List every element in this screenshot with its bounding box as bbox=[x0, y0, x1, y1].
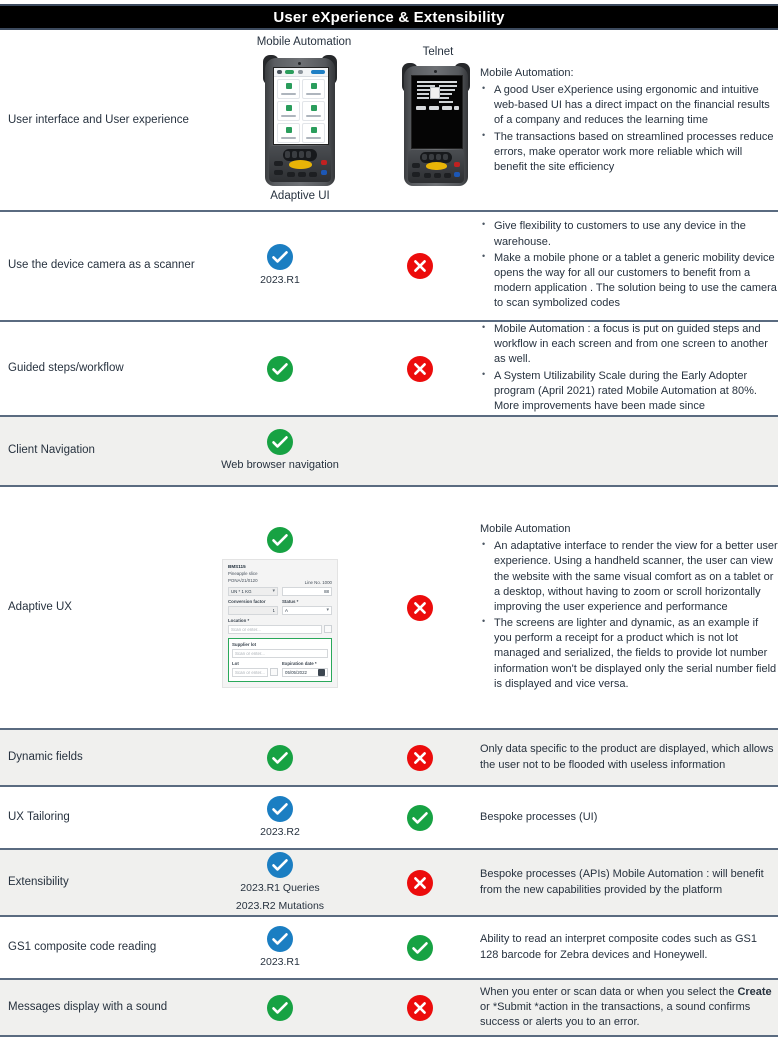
erp-supplier-lot-group bbox=[228, 638, 332, 682]
check-circle-green-icon bbox=[407, 805, 433, 831]
telnet-cell bbox=[360, 729, 480, 786]
comment-cell bbox=[480, 416, 778, 486]
version-label: 2023.R1 bbox=[260, 274, 300, 287]
feature-label: Guided steps/workflow bbox=[8, 361, 124, 374]
feature-label: Dynamic fields bbox=[8, 750, 83, 763]
erp-lot-field[interactable] bbox=[232, 668, 268, 677]
erp-conversion-field bbox=[228, 606, 278, 615]
mobile-automation-cell bbox=[200, 916, 360, 979]
device-dpad bbox=[426, 162, 447, 170]
comment-bullet-list bbox=[480, 539, 778, 692]
device-keypad bbox=[408, 150, 464, 183]
erp-quantity-field[interactable] bbox=[282, 587, 332, 596]
cross-circle-red-icon bbox=[407, 356, 433, 382]
erp-expiration-label: Expiration date * bbox=[282, 660, 317, 666]
cross-circle-red-icon bbox=[407, 870, 433, 896]
erp-lot-placeholder: Scan or enter... bbox=[235, 669, 265, 675]
telnet-cell bbox=[360, 786, 480, 849]
erp-status-value: A bbox=[285, 607, 288, 613]
comment-text: Bespoke processes (APIs) Mobile Automation : will benefit from the new capabilities provided by the platform bbox=[480, 868, 764, 896]
check-circle-green-icon bbox=[267, 429, 293, 455]
erp-expiration-field[interactable] bbox=[282, 668, 328, 677]
device-caption-adaptive-ui: Adaptive UI bbox=[270, 190, 330, 202]
table-row bbox=[0, 211, 778, 321]
comment-title: Mobile Automation: bbox=[480, 66, 574, 79]
comment-bullet: • A good User eXperience using ergonomic and intuitive web-based UI has a direct impact on the financial results of a company and reduces the learning time bbox=[480, 83, 778, 129]
comparison-table bbox=[0, 32, 778, 1037]
erp-order-reference: PONA/21/0120 bbox=[228, 577, 258, 583]
table-row bbox=[0, 849, 778, 916]
device-key-red bbox=[321, 160, 327, 165]
erp-location-label: Location * bbox=[228, 617, 250, 623]
device-dpad bbox=[289, 160, 312, 169]
mobile-automation-cell bbox=[200, 416, 360, 486]
table-row bbox=[0, 486, 778, 729]
telnet-cell bbox=[360, 916, 480, 979]
comment-cell bbox=[480, 211, 778, 321]
comment-text: Only data specific to the product are displayed, which allows the user not to be flooded with useless information bbox=[480, 743, 774, 771]
app-tile bbox=[277, 123, 300, 143]
erp-conversion-value: 1 bbox=[272, 607, 275, 613]
table-row bbox=[0, 786, 778, 849]
erp-expiration-value: 05/05/2022 bbox=[285, 669, 307, 675]
erp-status-select[interactable] bbox=[282, 606, 332, 615]
comment-cell bbox=[480, 486, 778, 729]
app-tile bbox=[302, 79, 325, 99]
feature-cell bbox=[0, 211, 200, 321]
device-image-telnet bbox=[404, 66, 468, 186]
telnet-cell bbox=[360, 849, 480, 916]
device-key-blue bbox=[321, 170, 327, 175]
telnet-cell bbox=[360, 211, 480, 321]
scan-icon[interactable] bbox=[270, 668, 278, 676]
version-label-mutations: 2023.R2 Mutations bbox=[235, 899, 325, 912]
version-label: 2023.R2 bbox=[260, 825, 300, 838]
table-row bbox=[0, 979, 778, 1036]
feature-label: Adaptive UX bbox=[8, 600, 72, 613]
feature-label: Use the device camera as a scanner bbox=[8, 259, 195, 272]
feature-cell bbox=[0, 729, 200, 786]
page-title: User eXperience & Extensibility bbox=[273, 8, 505, 26]
erp-form-screenshot bbox=[222, 559, 338, 687]
erp-conversion-label: Conversion factor bbox=[228, 598, 266, 604]
app-tile bbox=[277, 101, 300, 121]
cross-circle-red-icon bbox=[407, 995, 433, 1021]
device-keypad bbox=[269, 146, 331, 182]
calendar-icon[interactable] bbox=[318, 669, 325, 676]
device-key-blue bbox=[454, 172, 460, 177]
chevron-down-icon: ▾ bbox=[326, 607, 329, 614]
app-tile-grid bbox=[277, 79, 325, 145]
erp-quantity-value: 88 bbox=[324, 588, 329, 594]
table-row bbox=[0, 916, 778, 979]
mobile-automation-cell bbox=[200, 786, 360, 849]
feature-cell bbox=[0, 321, 200, 416]
feature-label: Extensibility bbox=[8, 875, 69, 888]
comment-bullet: • The transactions based on streamlined processes reduce errors, make operator work more reliable which will benefit the site efficiency bbox=[480, 130, 778, 176]
erp-status-label: Status * bbox=[282, 598, 299, 604]
check-circle-green-icon bbox=[267, 356, 293, 382]
device-camera-icon bbox=[434, 70, 437, 73]
cross-circle-red-icon bbox=[407, 745, 433, 771]
device-illustrations bbox=[200, 32, 480, 210]
mobile-automation-cell bbox=[200, 321, 360, 416]
slide-title-bar bbox=[0, 4, 778, 30]
check-circle-blue-icon bbox=[267, 852, 293, 878]
telnet-cell bbox=[360, 321, 480, 416]
erp-uom-value: UN * 1 KG bbox=[231, 588, 252, 594]
telnet-cell bbox=[360, 979, 480, 1036]
erp-line-number: Line No. 1000 bbox=[304, 579, 332, 585]
navigation-note: Web browser navigation bbox=[221, 459, 339, 472]
erp-lot-label: Lot bbox=[232, 660, 239, 666]
telnet-cell bbox=[360, 416, 480, 486]
device-camera-icon bbox=[298, 62, 301, 65]
feature-label: Client Navigation bbox=[8, 444, 95, 457]
feature-cell bbox=[0, 979, 200, 1036]
check-circle-green-icon bbox=[267, 745, 293, 771]
mobile-automation-cell bbox=[200, 729, 360, 786]
erp-supplier-lot-field[interactable] bbox=[232, 649, 328, 658]
app-tile bbox=[302, 101, 325, 121]
feature-label: UX Tailoring bbox=[8, 810, 70, 823]
chevron-down-icon: ▾ bbox=[272, 588, 275, 595]
feature-label: Messages display with a sound bbox=[8, 1000, 168, 1013]
comment-text-pre: When you enter or scan data or when you select the bbox=[480, 985, 738, 998]
scan-icon[interactable] bbox=[324, 625, 332, 633]
comment-bullet: • Give flexibility to customers to use any device in the warehouse. bbox=[480, 219, 778, 249]
column-header-telnet: Telnet bbox=[422, 46, 454, 58]
comment-bullet-list bbox=[480, 219, 778, 311]
erp-item-code: BMS115 bbox=[228, 564, 246, 570]
comment-cell bbox=[480, 849, 778, 916]
erp-location-placeholder: Scan or enter... bbox=[231, 626, 261, 632]
device-illustration-cell bbox=[200, 32, 480, 211]
mobile-automation-cell bbox=[200, 486, 360, 729]
check-circle-green-icon bbox=[267, 527, 293, 553]
feature-cell bbox=[0, 486, 200, 729]
version-label-queries: 2023.R1 Queries bbox=[240, 882, 320, 895]
device-image-mobile-automation bbox=[265, 58, 335, 186]
comment-bullet-list bbox=[480, 322, 778, 414]
app-tile bbox=[302, 123, 325, 143]
comment-cell bbox=[480, 916, 778, 979]
comment-text-mid: or *Submit *action in the transactions, a sound confirms success or alerts you to an error. bbox=[480, 1000, 751, 1029]
erp-supplier-lot-label: Supplier lot bbox=[232, 641, 257, 647]
telnet-cell bbox=[360, 486, 480, 729]
feature-cell bbox=[0, 916, 200, 979]
comment-bullet: • Make a mobile phone or a tablet a generic mobility device opens the way for all our customers to benefit from a modern application . The solution being to use the camera to scan symbolized codes bbox=[480, 251, 778, 312]
cross-circle-red-icon bbox=[407, 253, 433, 279]
comment-bullet: • Mobile Automation : a focus is put on guided steps and workflow in each screen and from one screen to another as well. bbox=[480, 322, 778, 368]
feature-cell bbox=[0, 849, 200, 916]
comment-cell bbox=[480, 979, 778, 1036]
comment-cell bbox=[480, 32, 778, 211]
erp-item-description: Pineapple slice bbox=[228, 571, 258, 577]
table-header-row bbox=[0, 32, 778, 211]
comment-text: Bespoke processes (UI) bbox=[480, 810, 598, 823]
device-key-red bbox=[454, 162, 460, 167]
erp-supplier-lot-placeholder: Scan or enter... bbox=[235, 650, 265, 656]
comment-cell bbox=[480, 786, 778, 849]
erp-location-field[interactable] bbox=[228, 625, 322, 634]
comment-bullet: • A System Utilizability Scale during the Early Adopter program (April 2021) rated Mobile Automation at 80%. More improvements have been made since bbox=[480, 369, 778, 415]
device-screen bbox=[273, 67, 329, 145]
feature-label: GS1 composite code reading bbox=[8, 940, 157, 953]
erp-uom-select[interactable] bbox=[228, 587, 278, 596]
comment-bullet: • An adaptative interface to render the view for a better user experience. Using a handheld scanner, the user can view the website with the same visual comfort as on a tablet or a desktop, without having to zoom or scroll horizontally improving the user experience and performance bbox=[480, 539, 778, 615]
mobile-automation-cell bbox=[200, 849, 360, 916]
table-row bbox=[0, 321, 778, 416]
check-circle-green-icon bbox=[407, 935, 433, 961]
comment-title: Mobile Automation bbox=[480, 523, 571, 536]
check-circle-blue-icon bbox=[267, 244, 293, 270]
table-row bbox=[0, 416, 778, 486]
mobile-automation-cell bbox=[200, 979, 360, 1036]
feature-cell bbox=[0, 786, 200, 849]
device-screen bbox=[411, 75, 463, 149]
mobile-automation-cell bbox=[200, 211, 360, 321]
check-circle-blue-icon bbox=[267, 926, 293, 952]
comment-bullet: • The screens are lighter and dynamic, as an example if you perform a receipt for a product which is not lot managed and serialized, the fields to provide lot number information won't be displayed only the serial number field is displayed and vice versa. bbox=[480, 616, 778, 692]
column-header-mobile-automation: Mobile Automation bbox=[256, 36, 352, 48]
comment-cell bbox=[480, 321, 778, 416]
check-circle-blue-icon bbox=[267, 796, 293, 822]
comment-text-bold: Create bbox=[737, 985, 772, 998]
app-toolbar bbox=[274, 68, 328, 77]
cross-circle-red-icon bbox=[407, 595, 433, 621]
version-label: 2023.R1 bbox=[260, 955, 300, 968]
comment-text: Ability to read an interpret composite codes such as GS1 128 barcode for Zebra devices and Honeywell. bbox=[480, 933, 757, 961]
app-tile bbox=[277, 79, 300, 99]
comment-bullet-list bbox=[480, 83, 778, 175]
feature-cell bbox=[0, 32, 200, 211]
feature-cell bbox=[0, 416, 200, 486]
check-circle-green-icon bbox=[267, 995, 293, 1021]
comment-cell bbox=[480, 729, 778, 786]
table-row bbox=[0, 729, 778, 786]
feature-label: User interface and User experience bbox=[8, 114, 189, 127]
